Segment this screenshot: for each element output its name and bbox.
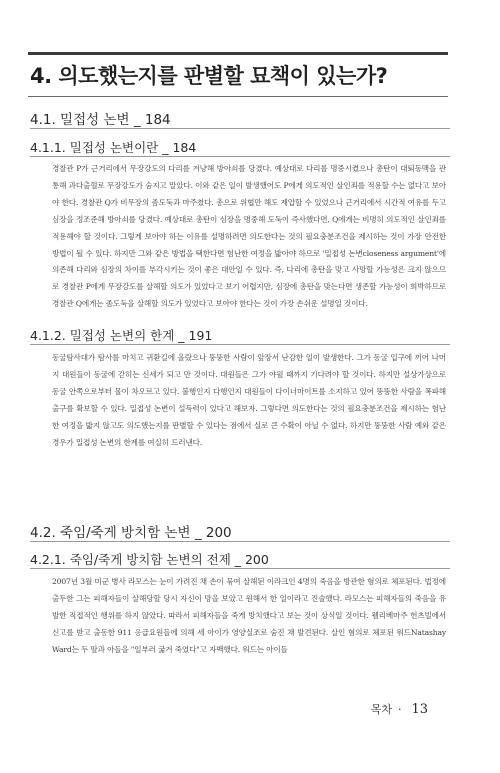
chapter-title: 4. 의도했는지를 판별할 묘책이 있는가? <box>30 64 388 88</box>
paragraph-4-1-2: 동굴탐사대가 탐사를 마치고 귀환길에 올랐으나 뚱뚱한 사람이 앞장서 난감한 일이 발생한다. 그가 동굴 입구에 끼어 나머지 대원들이 동굴에 갇히는 신세가 되고 만 것이다. 대원들은 그가 야윌 때까지 기다려야 할 것이다. 하지만 설상가상으로 동굴 안쪽으로부터 물이 차오르고 있다. 불행인지 다행인지 대원들이 다이너마이트를 소지하고 있어 뚱뚱한 사람을 폭파해 출구를 확보할 수 있다. 밀접성 논변이 설득력이 있다고 해보자. 그렇다면 의도한다는 것의 필요충분조건을 제시하는 험난한 여정을 밟지 않고도 의도했는지를 판별할 수 있다는 점에서 실로 큰 수확이 아닐 수 없다. 하지만 뚱뚱한 사람 예와 같은 경우가 밀접성 논변의 한계를 여실히 드러낸다. <box>52 353 446 447</box>
footer-separator-dot: · <box>397 703 402 716</box>
section-heading-4-1: 4.1. 밀접성 논변 _ 184 <box>30 112 171 128</box>
paragraph-4-1-1: 경찰관 P가 근거리에서 무장강도의 다리를 겨냥해 방아쇠를 당겼다. 예상대로 다리를 명중시켰으나 총탄이 대퇴동맥을 관통해 과다출혈로 무장강도가 숨지고 말았다. 이와 같은 일이 발생했어도 P에게 의도적인 살인죄를 적용할 수는 없다고 보아야 한다. 경찰관 Q가 비무장의 좀도둑과 마주쳤다. 총으로 위협만 해도 제압할 수 있었으나 근거리에서 시간적 여유를 두고 심장을 정조준해 방아쇠를 당겼다. 예상대로 총탄이 심장을 명중해 도둑이 즉사했다면, Q에게는 비명히 의도적인 살인죄를 적용해야 할 것이다. 그렇게 보아야 하는 이유를 설명하려면 의도한다는 것의 필요충분조건을 제시하는 것이 가장 안전한 방법이 될 수 있다. 하지만 그와 같은 방법을 택한다면 험난한 여정을 밟아야 하므로 '밀접성 논변closeness argument'에 의존해 다리와 심장의 차이를 부각시키는 것이 좋은 대안일 수 있다. 즉, 다리에 총탄을 맞고 사망할 가능성은 크지 않으므로 경찰관 P에게 무장강도를 살해할 의도가 있었다고 보기 어렵지만, 심장에 총탄을 맞는다면 생존할 가능성이 희박하므로 경찰관 Q에게는 좀도둑을 살해할 의도가 있었다고 보아야 한다는 것이 가장 손쉬운 설명일 것이다. <box>52 164 446 309</box>
subsection-divider <box>30 156 450 157</box>
chapter-top-bar <box>28 52 448 55</box>
subsection-heading-4-2-1: 4.2.1. 죽임/죽게 방치함 논변의 전제 _ 200 <box>30 552 269 567</box>
subsection-divider <box>30 344 450 345</box>
page-number: 13 <box>411 702 428 717</box>
section-heading-4-2: 4.2. 죽임/죽게 방치함 논변 _ 200 <box>30 525 232 541</box>
subsection-heading-4-1-2: 4.1.2. 밀접성 논변의 한계 _ 191 <box>30 328 213 343</box>
paragraph-4-2-1: 2007년 3월 미군 병사 라모스는 눈이 가려진 채 손이 묶여 살해된 이라크인 4명의 죽음을 방관한 혐의로 체포된다. 법정에 출두한 그는 피해자들이 살해당할 당시 자신이 망을 보았고 원해서 한 일이라고 진술했다. 라모스는 피해자들의 죽음을 유발한 직접적인 행위를 하지 않았다. 따라서 피해자들을 죽게 방치했다고 보는 것이 상식일 것이다. 웰리베마주 헌츠빌에서 신고를 받고 출동한 911 응급요원들에 의해 세 아이가 영양실조로 숨진 채 발견된다. 살인 혐의로 체포된 워드Natashay Ward는 두 딸과 아들을 "일부러 굶겨 죽였다"고 자백했다. 워드는 아이들 <box>52 577 446 654</box>
page-footer <box>371 701 428 717</box>
subsection-divider <box>30 568 450 569</box>
section-divider <box>30 541 450 542</box>
section-divider <box>30 128 450 129</box>
subsection-heading-4-1-1: 4.1.1. 밀접성 논변이란 _ 184 <box>30 140 197 155</box>
footer-label: 목차 <box>370 703 392 716</box>
chapter-divider <box>28 96 448 97</box>
